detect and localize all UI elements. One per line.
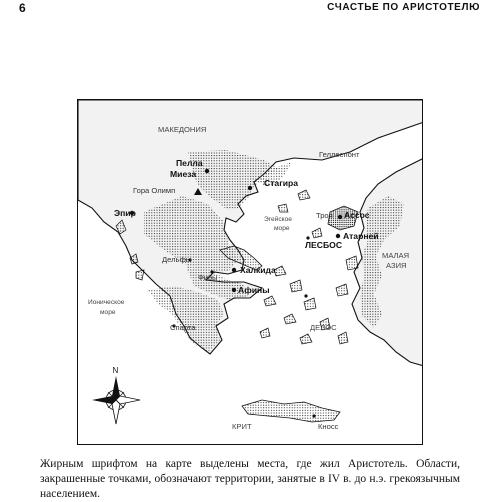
label-delphi: Дельфы (162, 255, 192, 264)
label-sparta: Спарта (170, 323, 196, 332)
compass-rose (92, 366, 140, 424)
map-frame (77, 99, 423, 445)
label-mieza: Миеза (170, 169, 197, 179)
running-head: СЧАСТЬЕ ПО АРИСТОТЕЛЮ (327, 2, 480, 13)
label-pella: Пелла (176, 158, 203, 168)
island-crete (242, 400, 340, 422)
label-assos: Ассос (344, 210, 370, 220)
page-number: 6 (19, 1, 26, 15)
label-lesbos: ЛЕСБОС (305, 240, 343, 250)
label-thebes: Фивы (198, 273, 218, 282)
label-stagira: Стагира (264, 178, 299, 188)
label-ionian-sea-2: море (100, 309, 116, 316)
label-asia-minor-2: АЗИЯ (386, 261, 407, 270)
label-aegean-sea-2: море (274, 225, 290, 232)
map (78, 100, 423, 445)
label-mount-olympus: Гора Олимп (133, 186, 176, 195)
label-ionian-sea-1: Ионическое (88, 299, 125, 306)
label-delos: ДЕЛОС (310, 323, 337, 332)
page-header (0, 0, 500, 18)
label-troy: Троя (316, 211, 333, 220)
label-epir: Эпир (114, 208, 136, 218)
label-atarney: Атарней (343, 231, 379, 241)
label-asia-minor-1: МАЛАЯ (382, 251, 410, 260)
map-caption: Жирным шрифтом на карте выделены места, где жил Аристотель. Области, закрашенные точками, обозначают территории, занятые в IV в. до н.э. грекоязычным населением. (40, 458, 460, 500)
label-hellespont: Геллеспонт (319, 150, 360, 159)
label-athens: Афины (238, 285, 270, 295)
label-chalcis: Халкида (240, 265, 276, 275)
label-crete: КРИТ (232, 422, 252, 431)
label-macedonia: МАКЕДОНИЯ (158, 125, 207, 134)
label-knossos: Кносс (318, 422, 339, 431)
compass-north-label: N (112, 366, 119, 375)
label-aegean-sea-1: Эгейское (264, 216, 292, 223)
